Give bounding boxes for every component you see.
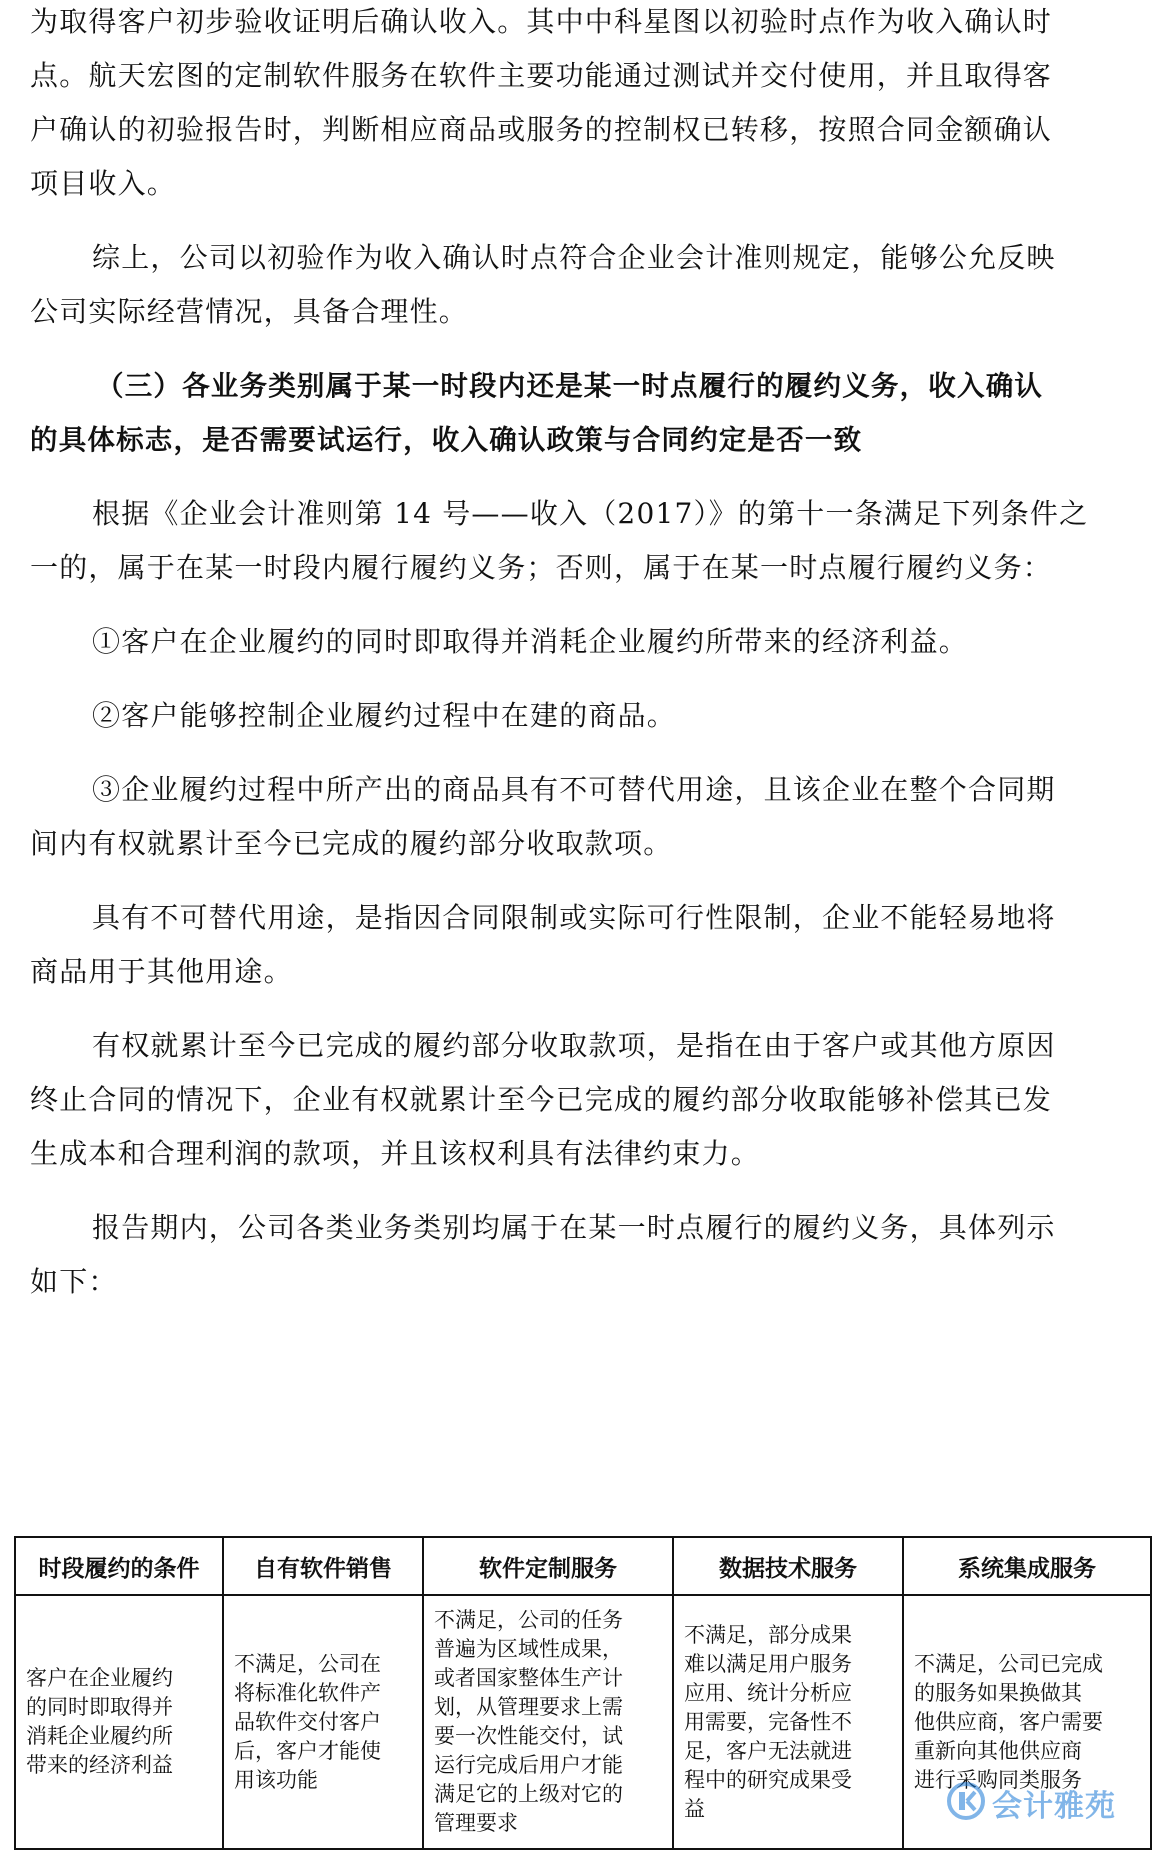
table-header-cell: 数据技术服务 bbox=[673, 1537, 903, 1595]
cell-line: 程中的研究成果受 bbox=[684, 1767, 852, 1792]
table-header-row bbox=[15, 1537, 1151, 1595]
table-header-cell: 时段履约的条件 bbox=[15, 1537, 223, 1595]
cell-line: 普遍为区域性成果， bbox=[434, 1637, 623, 1661]
cell-line: 的服务如果换做其 bbox=[914, 1680, 1082, 1705]
table-header-cell: 自有软件销售 bbox=[223, 1537, 423, 1595]
cell-line: 用该功能 bbox=[234, 1767, 318, 1792]
para-line: 生成本和合理利润的款项，并且该权利具有法律约束力。 bbox=[30, 1137, 761, 1170]
cell-line: 应用、统计分析应 bbox=[684, 1680, 852, 1705]
para-line: 如下： bbox=[30, 1265, 118, 1298]
cell-line: 他供应商，客户需要 bbox=[914, 1709, 1103, 1734]
cell-line: 不满足，公司的任务 bbox=[434, 1608, 623, 1632]
cell-line: 难以满足用户服务 bbox=[684, 1651, 852, 1676]
para-line: 公司实际经营情况，具备合理性。 bbox=[30, 295, 469, 328]
cell-line: 消耗企业履约所 bbox=[26, 1724, 173, 1748]
cell-line: 要一次性能交付，试 bbox=[434, 1724, 623, 1748]
para-line: 有权就累计至今已完成的履约部分收取款项，是指在由于客户或其他方原因 bbox=[92, 1029, 1056, 1062]
condition-item: 间内有权就累计至今已完成的履约部分收取款项。 bbox=[30, 827, 673, 860]
cell-line: 不满足，公司已完成 bbox=[914, 1651, 1103, 1676]
cell-line: 将标准化软件产 bbox=[234, 1680, 381, 1705]
para-line: 点。航天宏图的定制软件服务在软件主要功能通过测试并交付使用，并且取得客 bbox=[30, 59, 1053, 92]
cell-line: 品软件交付客户 bbox=[234, 1709, 381, 1734]
table-header-cell: 系统集成服务 bbox=[903, 1537, 1151, 1595]
table-header-cell: 软件定制服务 bbox=[423, 1537, 673, 1595]
cell-line: 不满足，部分成果 bbox=[684, 1622, 852, 1647]
cell-line: 划，从管理要求上需 bbox=[434, 1695, 623, 1719]
watermark bbox=[946, 1779, 1142, 1827]
para-line: 报告期内，公司各类业务类别均属于在某一时点履行的履约义务，具体列示 bbox=[92, 1211, 1056, 1244]
cell-line: 的同时即取得并 bbox=[26, 1695, 173, 1719]
para-line: 项目收入。 bbox=[30, 167, 177, 200]
cell-line: 带来的经济利益 bbox=[26, 1753, 173, 1777]
cell-line: 管理要求 bbox=[434, 1811, 518, 1835]
table-cell bbox=[423, 1595, 673, 1849]
para-line: 一的，属于在某一时段内履行履约义务；否则，属于在某一时点履行履约义务： bbox=[30, 551, 1053, 584]
cell-line: 后，客户才能使 bbox=[234, 1738, 381, 1763]
para-line: 根据《企业会计准则第 14 号——收入（2017）》的第十一条满足下列条件之 bbox=[92, 497, 1089, 530]
para-line: 终止合同的情况下，企业有权就累计至今已完成的履约部分收取能够补偿其已发 bbox=[30, 1083, 1053, 1116]
cell-line: 或者国家整体生产计 bbox=[434, 1666, 623, 1690]
table-cell bbox=[15, 1595, 223, 1849]
cell-line: 足，客户无法就进 bbox=[684, 1738, 852, 1763]
para-line: 户确认的初验报告时，判断相应商品或服务的控制权已转移，按照合同金额确认 bbox=[30, 113, 1053, 146]
cell-line: 益 bbox=[684, 1796, 705, 1821]
para-line: 具有不可替代用途，是指因合同限制或实际可行性限制，企业不能轻易地将 bbox=[92, 901, 1056, 934]
cell-line: 不满足，公司在 bbox=[234, 1651, 381, 1676]
ledger-logo-icon bbox=[946, 1781, 986, 1825]
table-cell bbox=[673, 1595, 903, 1849]
cell-line: 运行完成后用户才能 bbox=[434, 1753, 623, 1777]
condition-item: ③企业履约过程中所产出的商品具有不可替代用途，且该企业在整个合同期 bbox=[92, 773, 1056, 806]
cell-line: 满足它的上级对它的 bbox=[434, 1782, 623, 1806]
para-line: 综上，公司以初验作为收入确认时点符合企业会计准则规定，能够公允反映 bbox=[92, 241, 1056, 274]
section-heading: （三）各业务类别属于某一时段内还是某一时点履行的履约义务，收入确认 bbox=[96, 370, 1044, 402]
section-heading: 的具体标志，是否需要试运行，收入确认政策与合同约定是否一致 bbox=[30, 424, 863, 456]
condition-item: ①客户在企业履约的同时即取得并消耗企业履约所带来的经济利益。 bbox=[92, 625, 969, 658]
cell-line: 客户在企业履约 bbox=[26, 1666, 173, 1690]
cell-line: 用需要，完备性不 bbox=[684, 1709, 852, 1734]
cell-line: 重新向其他供应商 bbox=[914, 1738, 1082, 1763]
watermark-text: 会计雅苑 bbox=[992, 1789, 1116, 1824]
para-line: 商品用于其他用途。 bbox=[30, 955, 293, 988]
cell-line: 进行采购同类服务 bbox=[914, 1767, 1082, 1792]
table-cell bbox=[223, 1595, 423, 1849]
para-line: 为取得客户初步验收证明后确认收入。其中中科星图以初验时点作为收入确认时 bbox=[30, 5, 1053, 38]
condition-item: ②客户能够控制企业履约过程中在建的商品。 bbox=[92, 699, 677, 732]
